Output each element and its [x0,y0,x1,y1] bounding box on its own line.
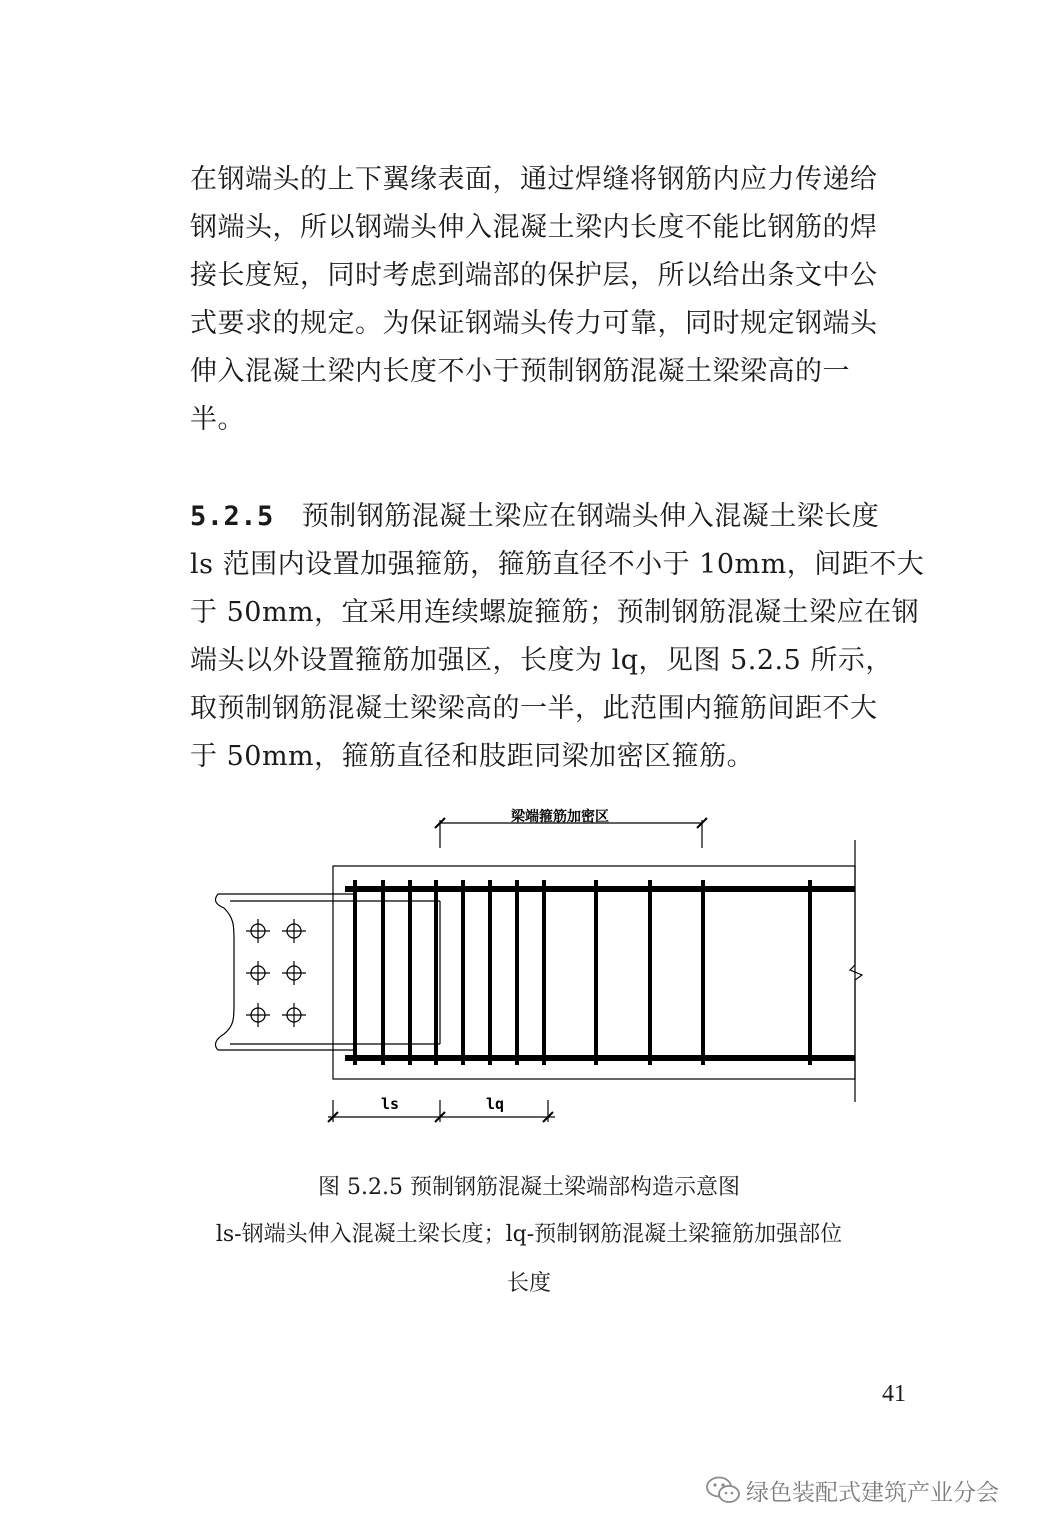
densification-zone-label: 梁端箍筋加密区 [511,809,609,825]
figure-note: ls-钢端头伸入混凝土梁长度；lq-预制钢筋混凝土梁箍筋加强部位 [215,1222,843,1247]
text-line: 半。 [190,404,245,435]
longitudinal-rebars [345,889,855,1058]
text-line: 接长度短，同时考虑到端部的保护层，所以给出条文中公 [190,260,878,291]
figure-caption: 图 5.2.5 预制钢筋混凝土梁端部构造示意图 [318,1175,740,1200]
text-line: 端头以外设置箍筋加强区，长度为 lq，见图 5.2.5 所示， [190,645,893,676]
wechat-icon [706,1476,740,1504]
bolt-icon [282,919,306,943]
stirrups [355,880,810,1065]
clause-heading-line [190,493,910,541]
bolt-icon [246,1003,270,1027]
text-line: 于 50mm，宜采用连续螺旋箍筋；预制钢筋混凝土梁应在钢 [190,597,920,628]
text-line: 预制钢筋混凝土梁应在钢端头伸入混凝土梁长度 [301,501,880,532]
beam-end-detail-figure [210,800,870,1130]
text-line: 伸入混凝土梁内长度不小于预制钢筋混凝土梁梁高的一 [190,356,850,387]
dimension-label-lq: lq [485,1095,505,1113]
bolt-icon [282,1003,306,1027]
bolt-icon [246,919,270,943]
text-line: 在钢端头的上下翼缘表面，通过焊缝将钢筋内应力传递给 [190,164,878,195]
page-number: 41 [882,1381,906,1407]
figure-note-continued: 长度 [506,1271,551,1296]
bolt-icon [282,961,306,985]
bottom-dimension-line [328,1100,555,1122]
watermark [706,1470,999,1510]
text-line: 式要求的规定。为保证钢端头传力可靠，同时规定钢端头 [190,308,878,339]
paragraph-commentary [190,156,910,444]
dimension-label-ls: ls [380,1095,400,1113]
watermark-text: 绿色装配式建筑产业分会 [746,1479,999,1506]
text-line: ls 范围内设置加强箍筋，箍筋直径不小于 10mm，间距不大 [190,549,925,580]
bolt-icon [246,961,270,985]
bolt-group [246,919,306,1027]
steel-end-head [216,894,440,1050]
text-line: 钢端头，所以钢端头伸入混凝土梁内长度不能比钢筋的焊 [190,212,878,243]
text-line: 于 50mm，箍筋直径和肢距同梁加密区箍筋。 [190,741,755,772]
section-number: 5.2.5 [190,501,274,532]
text-line: 取预制钢筋混凝土梁梁高的一半，此范围内箍筋间距不大 [190,693,878,724]
clause-5-2-5 [190,493,925,781]
